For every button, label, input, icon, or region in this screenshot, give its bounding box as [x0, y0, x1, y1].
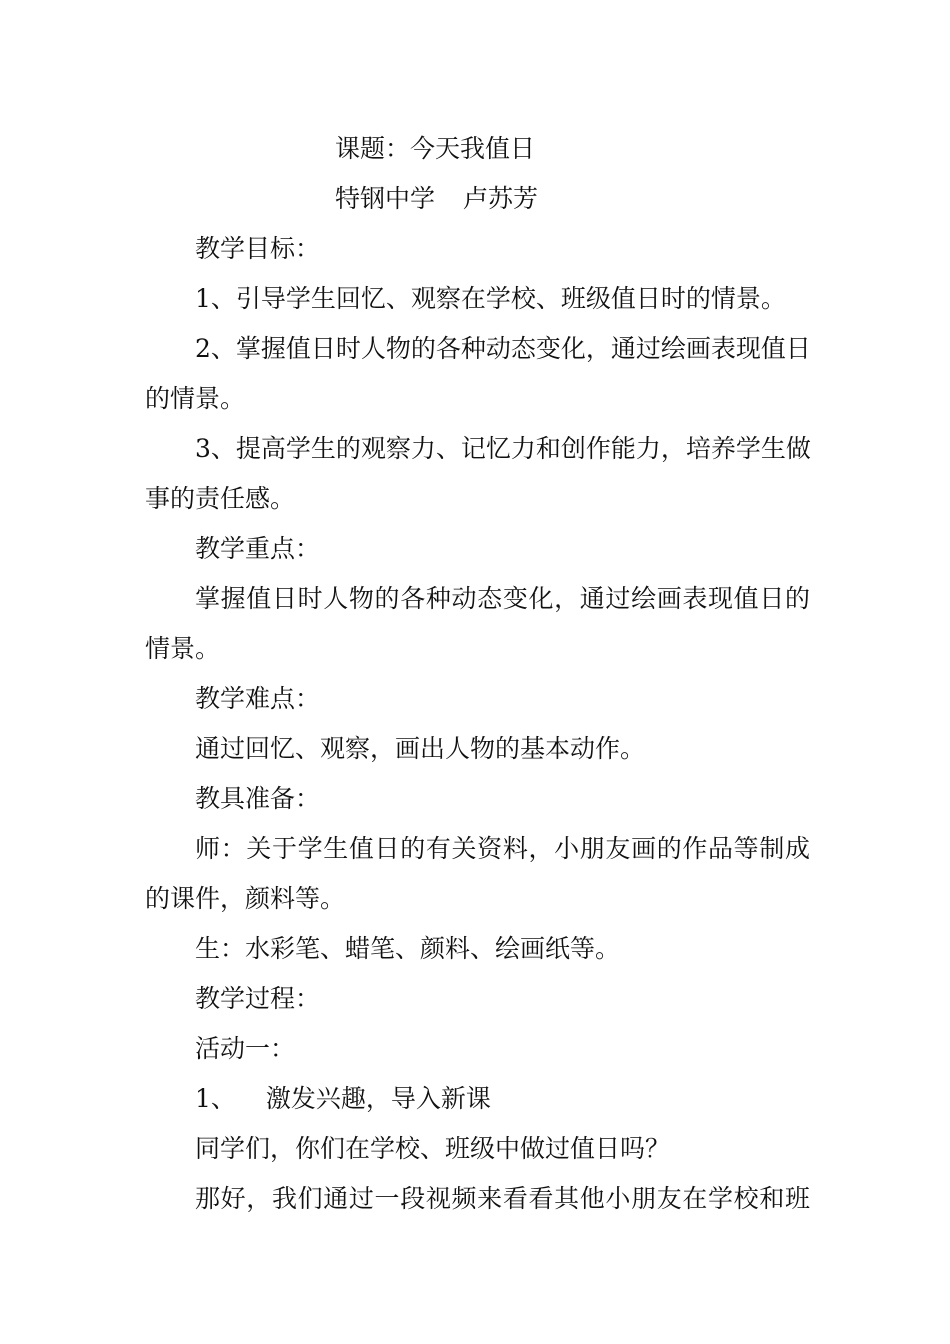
- teacher-prep-line-1: 师：关于学生值日的有关资料，小朋友画的作品等制成: [195, 834, 810, 863]
- lesson-title: 课题：今天我值日: [335, 134, 536, 163]
- objective-3-line-2: 事的责任感。: [145, 484, 296, 513]
- author-school: 特钢中学: [335, 184, 436, 213]
- objectives-heading: 教学目标：: [195, 234, 321, 263]
- document-body: [145, 124, 810, 1224]
- preparation-heading: 教具准备：: [195, 784, 321, 813]
- objective-1: 1、引导学生回忆、观察在学校、班级值日时的情景。: [195, 284, 786, 313]
- step-1-text: 激发兴趣，导入新课: [265, 1084, 491, 1113]
- author-line: [145, 174, 810, 224]
- key-points-heading: 教学重点：: [195, 534, 321, 563]
- key-points-line-2: 情景。: [145, 634, 221, 663]
- difficulties-text: 通过回忆、观察，画出人物的基本动作。: [195, 734, 646, 763]
- question-1: 同学们，你们在学校、班级中做过值日吗？: [195, 1134, 671, 1163]
- objective-2-line-2: 的情景。: [145, 384, 246, 413]
- step-1: [145, 1074, 810, 1124]
- difficulties-heading: 教学难点：: [195, 684, 321, 713]
- key-points-line-1: 掌握值日时人物的各种动态变化，通过绘画表现值日的: [195, 584, 810, 613]
- process-heading: 教学过程：: [195, 984, 321, 1013]
- author-name: 卢苏芳: [463, 184, 539, 213]
- objective-3-line-1: 3、提高学生的观察力、记忆力和创作能力，培养学生做: [195, 434, 811, 463]
- last-line: 那好，我们通过一段视频来看看其他小朋友在学校和班: [195, 1184, 810, 1213]
- activity-1-heading: 活动一：: [195, 1034, 296, 1063]
- step-1-number: 1、: [195, 1084, 236, 1113]
- student-prep: 生：水彩笔、蜡笔、颜料、绘画纸等。: [195, 934, 621, 963]
- teacher-prep-line-2: 的课件，颜料等。: [145, 884, 346, 913]
- objective-2-line-1: 2、掌握值日时人物的各种动态变化，通过绘画表现值日: [195, 334, 811, 363]
